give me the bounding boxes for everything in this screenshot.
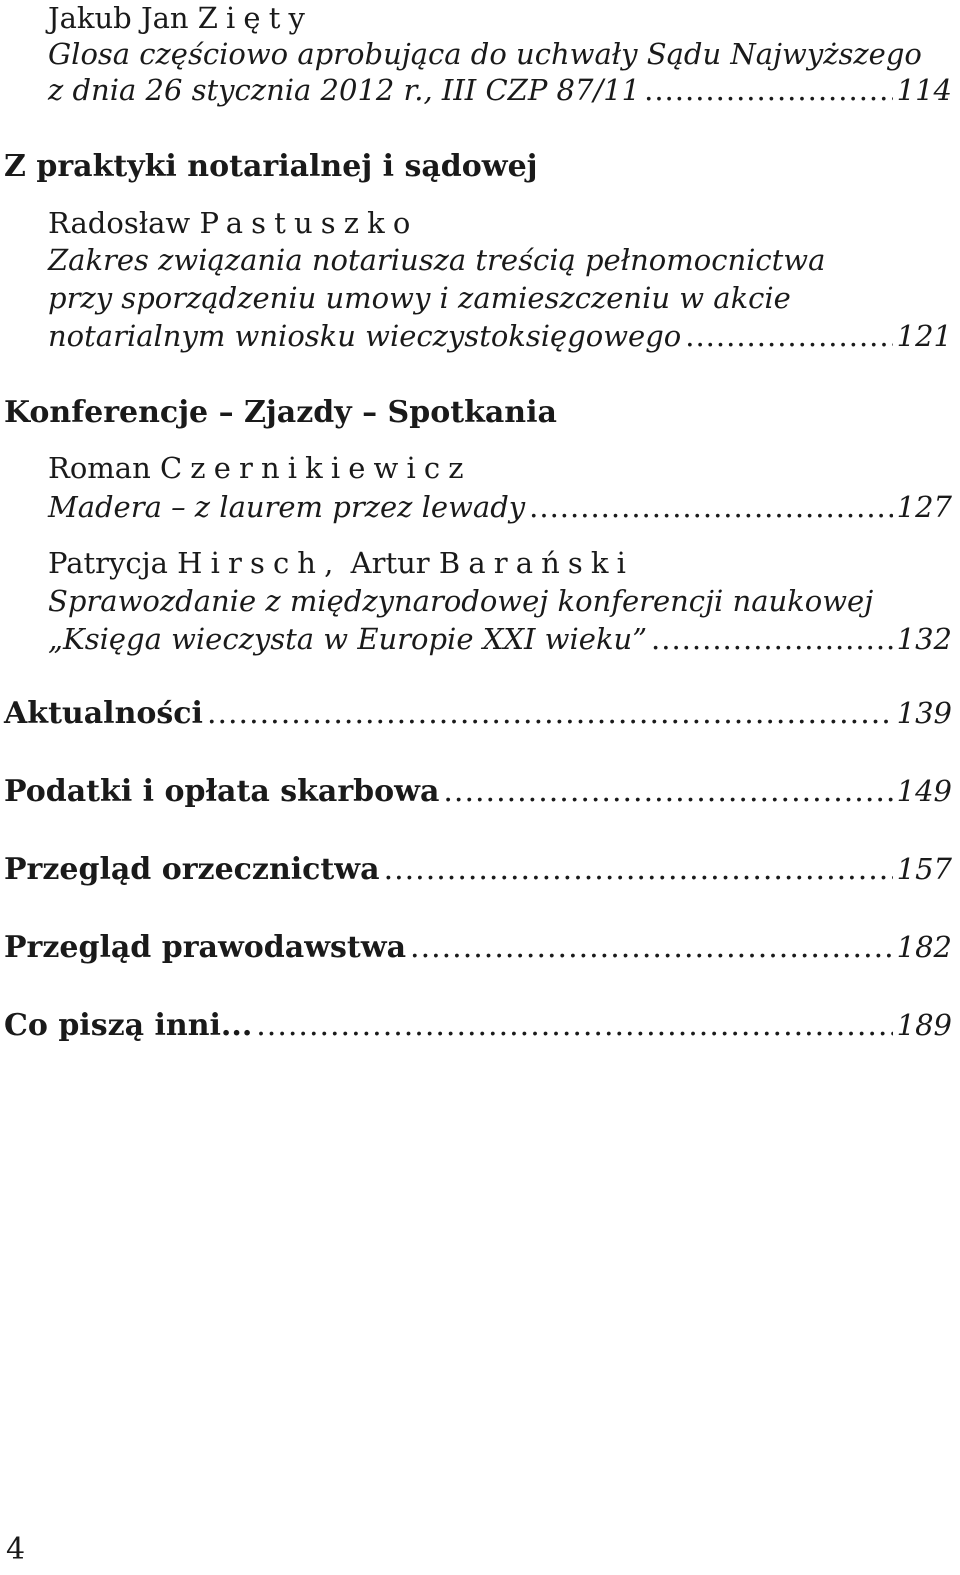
toc-section-aktualnosci[interactable] bbox=[4, 695, 952, 732]
toc-entry-madera[interactable] bbox=[48, 489, 952, 525]
toc-section-podatki[interactable] bbox=[4, 773, 952, 810]
entry-authors bbox=[48, 545, 634, 581]
section-label: Przegląd orzecznictwa bbox=[4, 852, 380, 887]
author-first-name: Artur bbox=[350, 546, 430, 580]
author-last-name: Zięty bbox=[197, 1, 313, 35]
toc-section-inni[interactable] bbox=[4, 1007, 952, 1044]
entry-title: Zakres związania notariusza treścią pełnomocnictwa bbox=[48, 243, 826, 277]
entry-author bbox=[48, 450, 472, 486]
dot-leader bbox=[207, 696, 893, 732]
toc-entry-sprawozdanie[interactable] bbox=[48, 621, 952, 657]
dot-leader bbox=[410, 930, 893, 966]
page-number: 4 bbox=[6, 1532, 26, 1567]
author-last-name: Pastuszko bbox=[199, 206, 419, 240]
section-label: Aktualności bbox=[4, 696, 203, 731]
page-ref: 139 bbox=[896, 696, 952, 730]
entry-author bbox=[48, 205, 418, 241]
toc-section-prawodawstwo[interactable] bbox=[4, 929, 952, 966]
section-label: Podatki i opłata skarbowa bbox=[4, 774, 440, 809]
page-ref: 189 bbox=[896, 1008, 952, 1042]
dot-leader bbox=[256, 1008, 892, 1044]
entry-author bbox=[48, 0, 313, 36]
entry-title: Sprawozdanie z międzynarodowej konferencji naukowej bbox=[48, 584, 874, 618]
entry-title-last-line: Madera – z laurem przez lewady bbox=[48, 490, 526, 524]
dot-leader bbox=[529, 489, 893, 525]
section-heading-praktyka: Z praktyki notarialnej i sądowej bbox=[4, 149, 538, 184]
dot-leader bbox=[685, 318, 892, 354]
page-ref: 182 bbox=[896, 930, 952, 964]
author-last-name: Czernikiewicz bbox=[159, 451, 472, 485]
author-last-name: Hirsch, bbox=[177, 546, 342, 580]
entry-title-last-line: notarialnym wniosku wieczystoksięgowego bbox=[48, 319, 682, 353]
section-label: Co piszą inni... bbox=[4, 1008, 253, 1043]
page-ref: 132 bbox=[896, 622, 952, 656]
section-label: Przegląd prawodawstwa bbox=[4, 930, 407, 965]
entry-title-last-line: „Księga wieczysta w Europie XXI wieku” bbox=[48, 622, 648, 656]
dot-leader bbox=[644, 72, 893, 108]
author-first-name: Jakub Jan bbox=[48, 1, 189, 35]
author-last-name: Barański bbox=[438, 546, 635, 580]
page-ref: 149 bbox=[896, 774, 952, 808]
toc-section-orzecznictwo[interactable] bbox=[4, 851, 952, 888]
toc-entry-glosa[interactable] bbox=[48, 72, 952, 108]
page-ref: 114 bbox=[896, 73, 952, 107]
page-ref: 121 bbox=[896, 319, 952, 353]
author-first-name: Roman bbox=[48, 451, 151, 485]
author-first-name: Radosław bbox=[48, 206, 191, 240]
page-ref: 127 bbox=[896, 490, 952, 524]
dot-leader bbox=[443, 774, 892, 810]
entry-title-last-line: z dnia 26 stycznia 2012 r., III CZP 87/11 bbox=[48, 73, 641, 107]
dot-leader bbox=[651, 621, 893, 657]
entry-title: przy sporządzeniu umowy i zamieszczeniu w akcie bbox=[48, 281, 791, 315]
dot-leader bbox=[384, 852, 893, 888]
entry-title: Glosa częściowo aprobująca do uchwały Sądu Najwyższego bbox=[48, 37, 922, 71]
author-first-name: Patrycja bbox=[48, 546, 168, 580]
toc-entry-zakres[interactable] bbox=[48, 318, 952, 354]
section-heading-konferencje: Konferencje – Zjazdy – Spotkania bbox=[4, 395, 557, 430]
page-ref: 157 bbox=[896, 852, 952, 886]
